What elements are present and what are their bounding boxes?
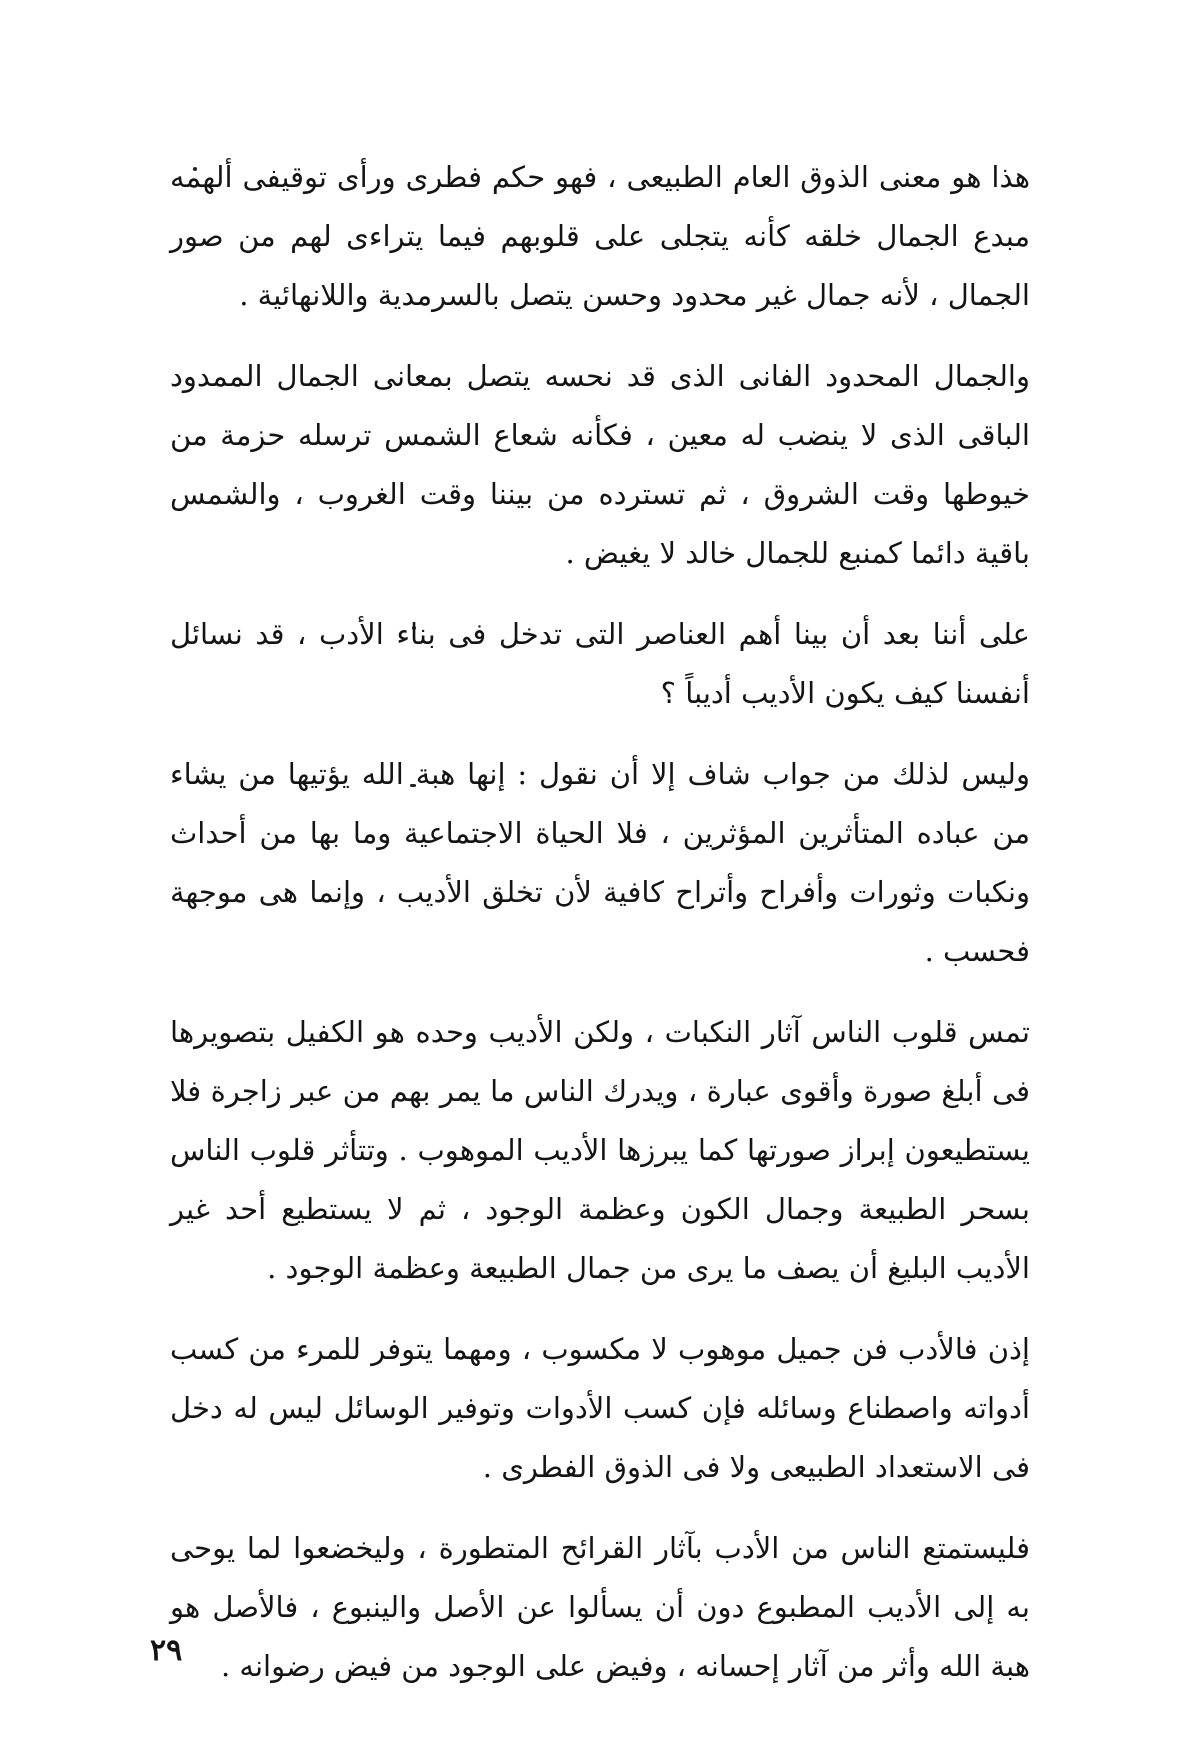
paragraph-7: فليستمتع الناس من الأدب بآثار القرائح المتطورة ، وليخضعوا لما يوحى به إلى الأديب المطبوع دون أن يسألوا عن الأصل والينبوع ، فالأصل هو هبة الله وأثر من آثار إحسانه ، وفيض على الوجود من فيض رضوانه . — [170, 1531, 1030, 1683]
paragraph-4: وليس لذلك من جواب شاف إلا أن نقول : إنها هبة الله يؤتيها من يشاء من عباده المتأثرين المؤثرين ، فلا الحياة الاجتماعية وما بها من أحداث ونكبات وثورات وأفراح وأتراح كافية لأن تخلق الأديب ، وإنما هى موجهة فحسب . — [170, 757, 1030, 968]
paragraph-5: تمس قلوب الناس آثار النكبات ، ولكن الأديب وحده هو الكفيل بتصويرها فى أبلغ صورة وأقوى عبارة ، ويدرك الناس ما يمر بهم من عبر زاجرة فلا يستطيعون إبراز صورتها كما يبرزها الأديب الموهوب . وتتأثر قلوب الناس بسحر الطبيعة وجمال الكون وعظمة الوجود ، ثم لا يستطيع أحد غير الأديب البليغ أن يصف ما يرى من جمال الطبيعة وعظمة الوجود . — [170, 1015, 1030, 1285]
page-number: ٢٩ — [150, 1633, 183, 1668]
paragraph-2: والجمال المحدود الفانى الذى قد نحسه يتصل بمعانى الجمال الممدود الباقى الذى لا ينضب له معين ، فكأنه شعاع الشمس ترسله حزمة من خيوطها وقت الشروق ، ثم تسترده من بيننا وقت الغروب ، والشمس باقية دائما كمنبع للجمال خالد لا يغيض . — [170, 359, 1030, 570]
paragraph-3: على أننا بعد أن بينا أهم العناصر التى تدخل فى بناء الأدب ، قد نسائل أنفسنا كيف يكون الأديب أديباً ؟ — [170, 617, 1030, 710]
body-text — [170, 148, 1030, 1718]
paragraph-1: هذا هو معنى الذوق العام الطبيعى ، فهو حكم فطرى ورأى توقيفى ألهمه مبدع الجمال خلقه كأنه يتجلى على قلوبهم فيما يتراءى لهم من صور الجمال ، لأنه جمال غير محدود وحسن يتصل بالسرمدية واللانهائية . — [170, 160, 1030, 312]
paragraph-6: إذن فالأدب فن جميل موهوب لا مكسوب ، ومهما يتوفر للمرء من كسب أدواته واصطناع وسائله فإن كسب الأدوات وتوفير الوسائل ليس له دخل فى الاستعداد الطبيعى ولا فى الذوق الفطرى . — [170, 1332, 1030, 1484]
